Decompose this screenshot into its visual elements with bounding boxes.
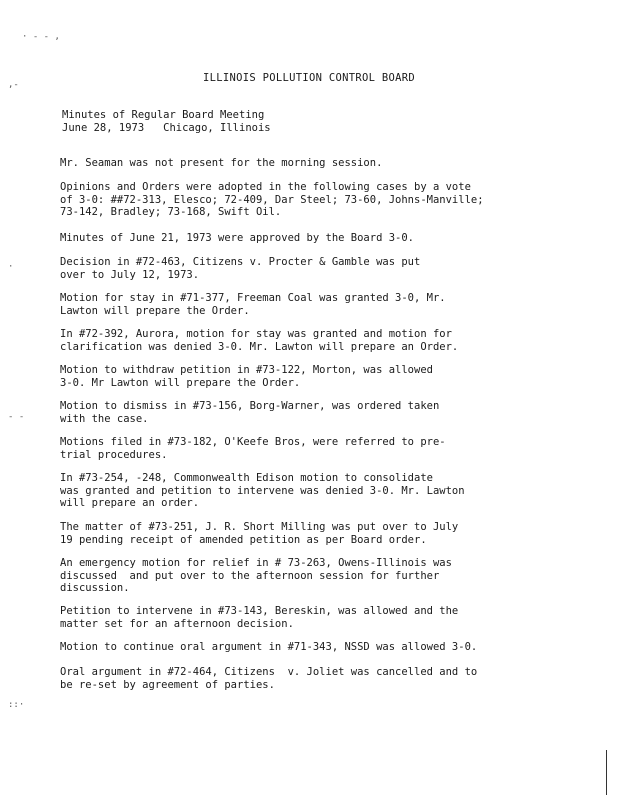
meeting-header [62, 109, 271, 134]
minutes-paragraph [60, 157, 550, 170]
meeting-header-line: Minutes of Regular Board Meeting [62, 109, 265, 121]
paragraph-line: In #73-254, -248, Commonwealth Edison motion to consolidate [60, 472, 433, 484]
paragraph-line: Petition to intervene in #73-143, Bereskin, was allowed and the [60, 605, 459, 617]
minutes-paragraph [60, 521, 550, 546]
minutes-paragraph [60, 256, 550, 281]
paragraph-line: Motion to continue oral argument in #71-343, NSSD was allowed 3-0. [60, 641, 478, 653]
minutes-paragraph [60, 364, 550, 389]
document-title: ILLINOIS POLLUTION CONTROL BOARD [203, 72, 415, 84]
minutes-paragraph [60, 472, 550, 510]
scan-edge-line [606, 750, 607, 795]
paragraph-line: Lawton will prepare the Order. [60, 304, 250, 317]
paragraph-line: be re-set by agreement of parties. [60, 678, 275, 691]
minutes-paragraph [60, 557, 550, 595]
paragraph-line: Minutes of June 21, 1973 were approved by the Board 3-0. [60, 232, 415, 244]
paragraph-line: 19 pending receipt of amended petition as per Board order. [60, 533, 427, 546]
paragraph-line: with the case. [60, 412, 149, 425]
scan-mark: ::· [8, 700, 25, 710]
paragraph-line: 73-142, Bradley; 73-168, Swift Oil. [60, 206, 282, 218]
paragraph-line: Motion to dismiss in #73-156, Borg-Warner, was ordered taken [60, 400, 440, 412]
paragraph-line: An emergency motion for relief in # 73-263, Owens-Illinois was [60, 557, 452, 569]
scan-mark: · [8, 262, 14, 272]
scan-mark: ,- [8, 80, 19, 90]
scan-mark: · - - , [22, 32, 60, 42]
paragraph-line: Mr. Seaman was not present for the morning session. [60, 157, 383, 169]
paragraph-line: over to July 12, 1973. [60, 268, 200, 281]
scan-mark: - - [8, 412, 25, 422]
paragraph-line: Motions filed in #73-182, O'Keefe Bros, were referred to pre- [60, 436, 446, 448]
paragraph-line: discussion. [60, 582, 130, 594]
paragraph-line: trial procedures. [60, 448, 168, 461]
paragraph-line: Motion for stay in #71-377, Freeman Coal was granted 3-0, Mr. [60, 292, 446, 304]
paragraph-line: matter set for an afternoon decision. [60, 617, 294, 630]
paragraph-line: The matter of #73-251, J. R. Short Milling was put over to July [60, 521, 459, 533]
minutes-paragraph [60, 400, 550, 425]
meeting-header-line: June 28, 1973 Chicago, Illinois [62, 121, 271, 134]
paragraph-line: Oral argument in #72-464, Citizens v. Joliet was cancelled and to [60, 666, 478, 678]
paragraph-line: of 3-0: ##72-313, Elesco; 72-409, Dar Steel; 73-60, Johns-Manville; [60, 193, 484, 206]
paragraph-line: Motion to withdraw petition in #73-122, Morton, was allowed [60, 364, 433, 376]
minutes-paragraph [60, 328, 550, 353]
minutes-paragraph [60, 436, 550, 461]
minutes-paragraph [60, 181, 550, 219]
paragraph-line: Decision in #72-463, Citizens v. Procter & Gamble was put [60, 256, 421, 268]
paragraph-line: In #72-392, Aurora, motion for stay was granted and motion for [60, 328, 452, 340]
paragraph-line: 3-0. Mr Lawton will prepare the Order. [60, 376, 301, 389]
paragraph-line: Opinions and Orders were adopted in the following cases by a vote [60, 181, 471, 193]
minutes-paragraph [60, 232, 550, 245]
minutes-paragraph [60, 666, 550, 691]
paragraph-line: clarification was denied 3-0. Mr. Lawton will prepare an Order. [60, 340, 459, 353]
paragraph-line: was granted and petition to intervene was denied 3-0. Mr. Lawton [60, 484, 465, 497]
minutes-paragraph [60, 292, 550, 317]
minutes-paragraph [60, 641, 550, 654]
paragraph-line: will prepare an order. [60, 497, 200, 509]
minutes-paragraph [60, 605, 550, 630]
paragraph-line: discussed and put over to the afternoon session for further [60, 569, 440, 582]
